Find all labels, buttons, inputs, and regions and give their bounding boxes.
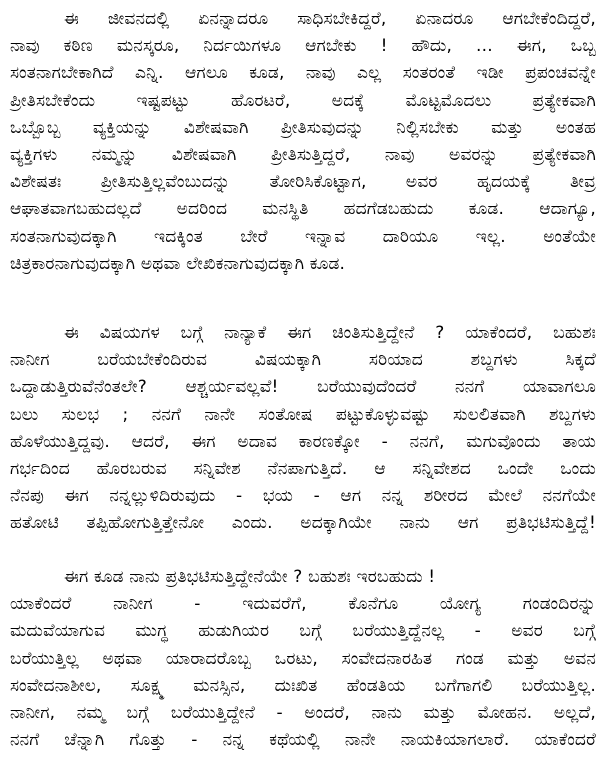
text-line: ನಾನೀಗ ಬರೆಯಬೇಕೆಂದಿರುವ ವಿಷಯಕ್ಕಾಗಿ ಸರಿಯಾದ ಶಬ್ದಗಳು ಸಿಕ್ಕದೆ xyxy=(10,350,596,371)
text-line: ಒದ್ದಾಡುತ್ತಿರುವೆನೆಂತಲೇ? ಆಶ್ಚರ್ಯವಲ್ಲವೆ! ಬರೆಯುವುದೆಂದರೆ ನನಗೆ ಯಾವಾಗಲೂ xyxy=(10,377,596,398)
text-line: ಈಗ ಕೂಡ ನಾನು ಪ್ರತಿಭಟಿಸುತ್ತಿದ್ದೇನೆಯೇ ? ಬಹುಶಃ ಇರಬಹುದು ! xyxy=(64,567,436,587)
text-line: ಸಂತನಾಗಬೇಕಾಗಿದೆ ಎನ್ನಿ. ಆಗಲೂ ಕೂಡ, ನಾವು ಎಲ್ಲ ಸಂತರಂತೆ ಇಡೀ ಪ್ರಪಂಚವನ್ನೇ xyxy=(10,63,596,84)
paragraph-2 xyxy=(0,320,600,538)
paragraph-3 xyxy=(0,564,600,754)
text-line: ನಾವು ಕಠಿಣ ಮನಸ್ಕರೂ, ನಿರ್ದಯಿಗಳೂ ಆಗಬೇಕು ! ಹೌದು, ... ಈಗ, ಒಬ್ಬ xyxy=(10,36,596,57)
text-line: ಮದುವೆಯಾಗುವ ಮುಗ್ಧ ಹುಡುಗಿಯರ ಬಗ್ಗೆ ಬರೆಯುತ್ತಿದ್ದೆನಲ್ಲ - ಅವರ ಬಗ್ಗೆ xyxy=(10,621,596,642)
text-line: ಬಲು ಸುಲಭ ; ನನಗೆ ನಾನೇ ಸಂತೋಷ ಪಟ್ಟುಕೊಳ್ಳುವಷ್ಟು ಸುಲಲಿತವಾಗಿ ಶಬ್ದಗಳು xyxy=(10,404,596,425)
text-line: ವಿಶೇಷತಃ ಪ್ರೀತಿಸುತ್ತಿಲ್ಲವೆಂಬುದನ್ನು ತೋರಿಸಿಕೊಟ್ಟಾಗ, ಅವರ ಹೃದಯಕ್ಕೆ ತೀವ್ರ xyxy=(10,172,596,193)
text-line: ನಾನೀಗ, ನಮ್ಮ ಬಗ್ಗೆ ಬರೆಯುತ್ತಿದ್ದೇನೆ - ಅಂದರೆ, ನಾನು ಮತ್ತು ಮೋಹನ. ಅಲ್ಲದೆ, xyxy=(10,702,596,723)
text-line: ಚಿತ್ರಕಾರನಾಗುವುದಕ್ಕಾಗಿ ಅಥವಾ ಲೇಖಿಕನಾಗುವುದಕ್ಕಾಗಿ ಕೂಡ. xyxy=(10,253,346,274)
text-line: ಗರ್ಭದಿಂದ ಹೊರಬರುವ ಸನ್ನಿವೇಶ ನೆನಪಾಗುತ್ತಿದೆ. ಆ ಸನ್ನಿವೇಶದ ಒಂದೇ ಒಂದು xyxy=(10,458,596,479)
text-line: ಈ ವಿಷಯಗಳ ಬಗ್ಗೆ ನಾನ್ಯಾಕೆ ಈಗ ಚಿಂತಿಸುತ್ತಿದ್ದೇನೆ ? ಯಾಕೆಂದರೆ, ಬಹುಶಃ xyxy=(64,323,596,343)
text-line: ಪ್ರೀತಿಸಬೇಕೆಂದು ಇಷ್ಟಪಟ್ಟು ಹೊರಟರೆ, ಅದಕ್ಕೆ ಮೊಟ್ಟಮೊದಲು ಪ್ರತ್ಯೇಕವಾಗಿ xyxy=(10,90,596,111)
text-line: ನೆನಪು ಈಗ ನನ್ನಲ್ಲುಳಿದಿರುವುದು - ಭಯ - ಆಗ ನನ್ನ ಶರೀರದ ಮೇಲೆ ನನಗೆಯೇ xyxy=(10,486,596,507)
text-line: ಯಾಕೆಂದರೆ ನಾನೀಗ - ಇದುವರೆಗೆ, ಕೊನೆಗೂ ಯೋಗ್ಯ ಗಂಡಂದಿರನ್ನು xyxy=(10,594,596,615)
text-line: ಈ ಜೀವನದಲ್ಲಿ ಏನನ್ನಾದರೂ ಸಾಧಿಸಬೇಕಿದ್ದರೆ, ಏನಾದರೂ ಆಗಬೇಕೆಂದಿದ್ದರೆ, xyxy=(64,9,596,29)
text-line: ಬರೆಯುತ್ತಿಲ್ಲ ಅಥವಾ ಯಾರಾದರೊಬ್ಬ ಒರಟು, ಸಂವೇದನಾರಹಿತ ಗಂಡ ಮತ್ತು ಅವನ xyxy=(10,648,596,669)
text-line: ಹತೋಟಿ ತಪ್ಪಿಹೋಗುತ್ತಿತ್ತೇನೋ ಎಂದು. ಅದಕ್ಕಾಗಿಯೇ ನಾನು ಆಗ ಪ್ರತಿಭಟಿಸುತ್ತಿದ್ದೆ! xyxy=(10,513,596,534)
text-line: ಹೊಳೆಯುತ್ತಿದ್ದವು. ಆದರೆ, ಈಗ ಅದಾವ ಕಾರಣಕ್ಕೋ - ನನಗೆ, ಮಗುವೊಂದು ತಾಯ xyxy=(10,431,596,452)
text-line: ಒಬ್ಬೊಬ್ಬ ವ್ಯಕ್ತಿಯನ್ನು ವಿಶೇಷವಾಗಿ ಪ್ರೀತಿಸುವುದನ್ನು ನಿಲ್ಲಿಸಬೇಕು ಮತ್ತು ಅಂತಹ xyxy=(10,117,596,138)
text-line: ವ್ಯಕ್ತಿಗಳು ನಮ್ಮನ್ನು ವಿಶೇಷವಾಗಿ ಪ್ರೀತಿಸುತ್ತಿದ್ದರೆ, ನಾವು ಅವರನ್ನು ಪ್ರತ್ಯೇಕವಾಗಿ xyxy=(10,144,596,165)
paragraph-1 xyxy=(0,6,600,278)
text-line: ಸಂತನಾಗುವುದಕ್ಕಾಗಿ ಇದಕ್ಕಿಂತ ಬೇರೆ ಇನ್ನಾವ ದಾರಿಯೂ ಇಲ್ಲ. ಅಂತೆಯೇ xyxy=(10,226,596,247)
text-line: ಆಘಾತವಾಗಬಹುದಲ್ಲದೆ ಅದರಿಂದ ಮನಸ್ಥಿತಿ ಹದಗೆಡಬಹುದು ಕೂಡ. ಆದಾಗ್ಯೂ, xyxy=(10,199,596,220)
text-line: ಸಂವೇದನಾಶೀಲ, ಸೂಕ್ಷ್ಮ ಮನಸ್ಸಿನ, ದುಃಖಿತ ಹೆಂಡತಿಯ ಬಗೆಗಾಗಲಿ ಬರೆಯುತ್ತಿಲ್ಲ. xyxy=(10,675,596,696)
text-line: ನನಗೆ ಚೆನ್ನಾಗಿ ಗೊತ್ತು - ನನ್ನ ಕಥೆಯಲ್ಲಿ ನಾನೇ ನಾಯಕಿಯಾಗಲಾರೆ. ಯಾಕೆಂದರೆ xyxy=(10,730,596,751)
